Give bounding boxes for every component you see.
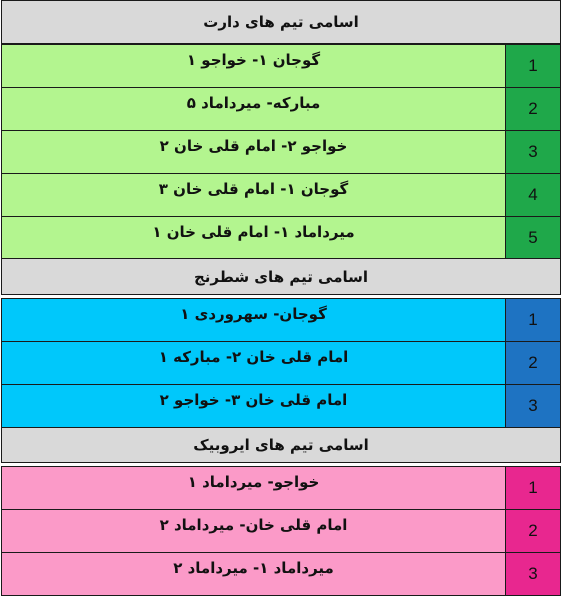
row-number-cell: 1	[505, 466, 561, 510]
team-name-cell: امام قلی خان ۲- مبارکه ۱	[1, 341, 506, 385]
team-name-cell: امام قلی خان ۳- خواجو ۲	[1, 384, 506, 428]
team-name-cell: خواجو ۲- امام قلی خان ۲	[1, 130, 506, 174]
team-name-cell: امام قلی خان- میرداماد ۲	[1, 509, 506, 553]
section-header-chess: اسامی تیم های شطرنج	[1, 258, 561, 295]
row-number-cell: 3	[505, 552, 561, 596]
team-name-cell: میرداماد ۱- میرداماد ۲	[1, 552, 506, 596]
row-number-cell: 2	[505, 87, 561, 131]
row-number-cell: 2	[505, 341, 561, 385]
row-number-cell: 4	[505, 173, 561, 217]
row-number-cell: 2	[505, 509, 561, 553]
row-number-cell: 3	[505, 384, 561, 428]
section-header-darts: اسامی تیم های دارت	[1, 0, 561, 44]
section-header-aerobics: اسامی تیم های ایروبیک	[1, 427, 561, 463]
row-number-cell: 1	[505, 298, 561, 342]
team-name-cell: گوجان ۱- خواجو ۱	[1, 44, 506, 88]
row-number-cell: 3	[505, 130, 561, 174]
row-number-cell: 5	[505, 216, 561, 259]
team-name-cell: گوجان- سهروردی ۱	[1, 298, 506, 342]
team-name-cell: مبارکه- میرداماد ۵	[1, 87, 506, 131]
team-name-cell: گوجان ۱- امام قلی خان ۳	[1, 173, 506, 217]
row-number-cell: 1	[505, 44, 561, 88]
team-name-cell: خواجو- میرداماد ۱	[1, 466, 506, 510]
team-name-cell: میرداماد ۱- امام قلی خان ۱	[1, 216, 506, 259]
